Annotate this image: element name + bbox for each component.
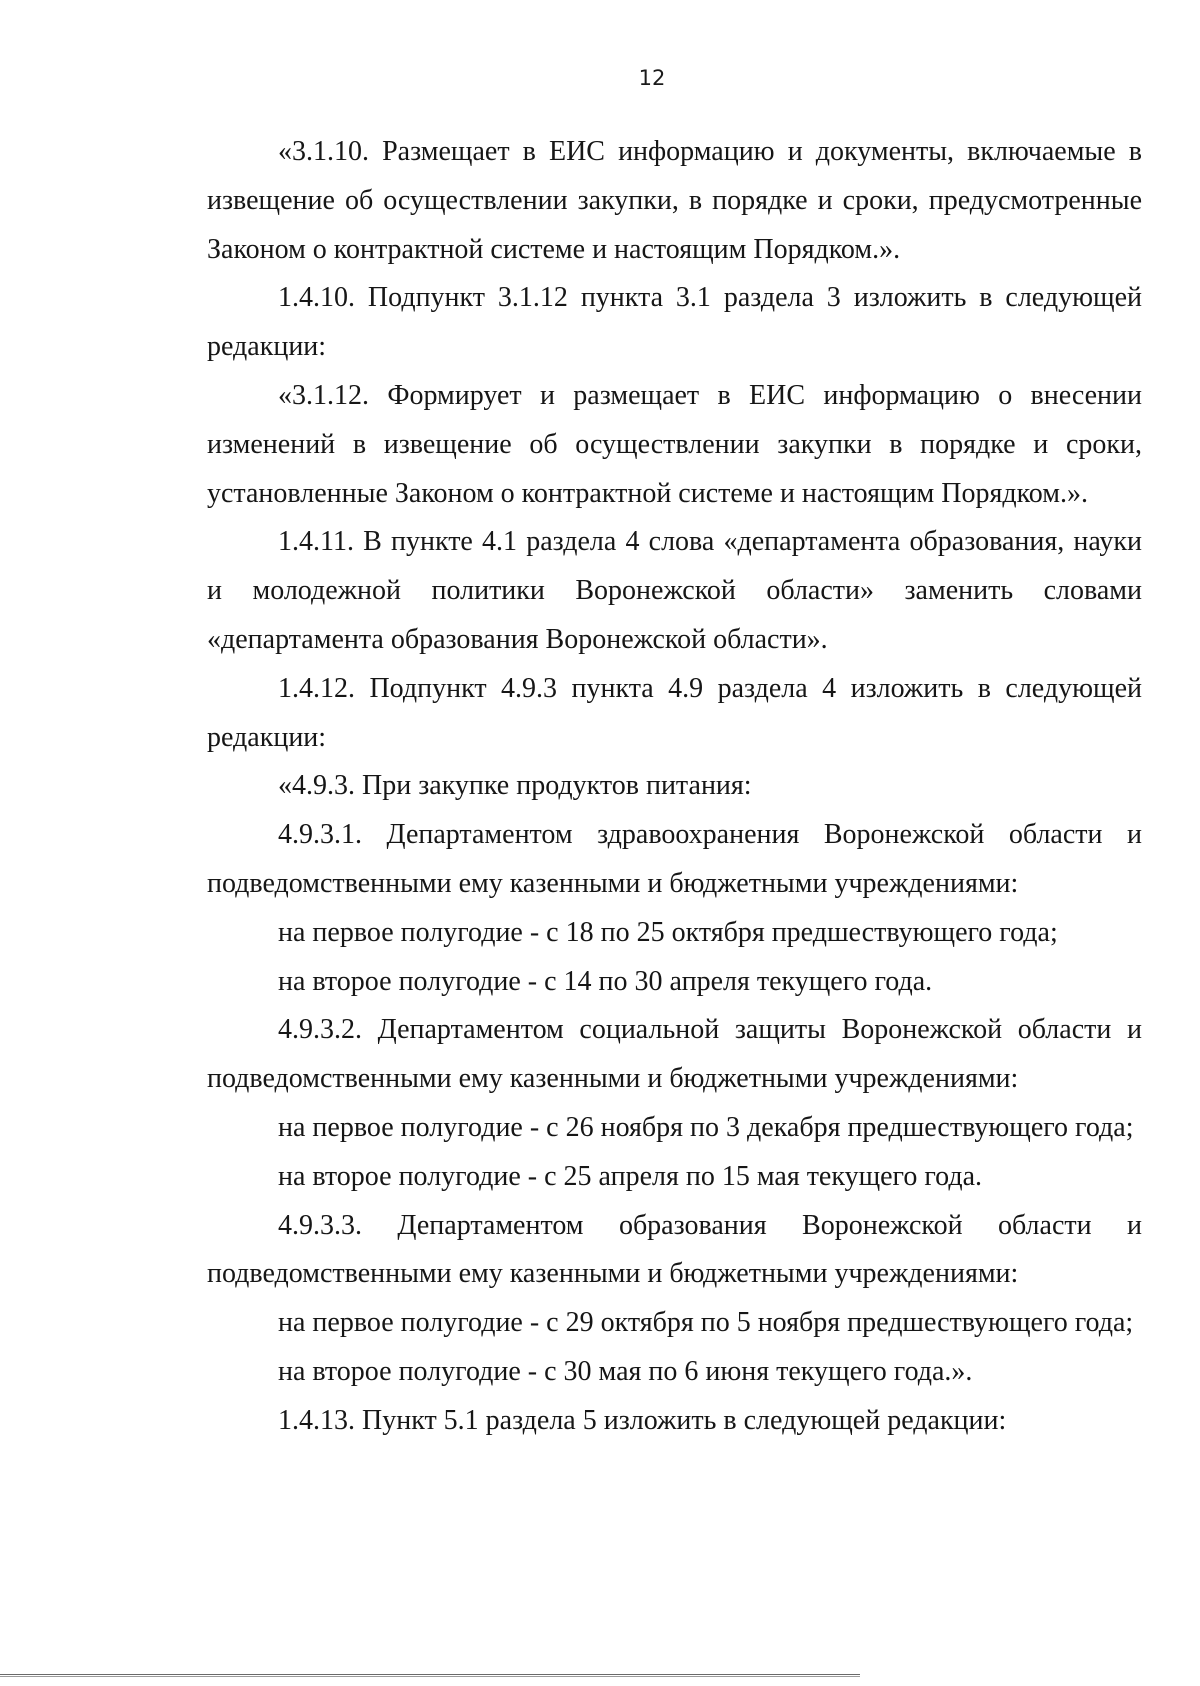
paragraph-4-9-3-3-second-half: на второе полугодие - с 30 мая по 6 июня текущего года.». [278,1355,973,1387]
paragraph-4-9-3-1: 4.9.3.1. Департаментом здравоохранения Воронежской области и подведомственными ему казенными и бюджетными учреждениями: [207,819,1142,899]
paragraph-1-4-13: 1.4.13. Пункт 5.1 раздела 5 изложить в следующей редакции: [278,1404,1007,1436]
scan-edge-line [0,1674,860,1675]
paragraph-4-9-3-1-first-half: на первое полугодие - с 18 по 25 октября предшествующего года; [278,916,1058,948]
document-body [207,128,1142,1446]
paragraph-4-9-3-1-second-half: на второе полугодие - с 14 по 30 апреля текущего года. [278,965,933,997]
paragraph-3-1-10: «3.1.10. Размещает в ЕИС информацию и документы, включаемые в извещение об осуществлении закупки, в порядке и сроки, предусмотренные Законом о контрактной системе и настоящим Порядком.». [207,136,1142,265]
paragraph-1-4-11: 1.4.11. В пункте 4.1 раздела 4 слова «департамента образования, науки и молодежной политики Воронежской области» заменить словами «департамента образования Воронежской области». [207,526,1142,655]
paragraph-4-9-3-2-second-half: на второе полугодие - с 25 апреля по 15 мая текущего года. [278,1160,982,1192]
paragraph-1-4-12: 1.4.12. Подпункт 4.9.3 пункта 4.9 раздела 4 изложить в следующей редакции: [207,672,1142,753]
page-number: 12 [638,66,666,90]
paragraph-4-9-3-2-first-half: на первое полугодие - с 26 ноября по 3 декабря предшествующего года; [278,1111,1134,1143]
paragraph-3-1-12: «3.1.12. Формирует и размещает в ЕИС информацию о внесении изменений в извещение об осуществлении закупки в порядке и сроки, установленные Законом о контрактной системе и настоящим Порядком.». [207,379,1142,509]
paragraph-4-9-3-3-first-half: на первое полугодие - с 29 октября по 5 ноября предшествующего года; [278,1307,1134,1339]
scan-edge-line-secondary [0,1676,860,1677]
paragraph-4-9-3: «4.9.3. При закупке продуктов питания: [278,770,752,802]
paragraph-4-9-3-3: 4.9.3.3. Департаментом образования Воронежской области и подведомственными ему казенными и бюджетными учреждениями: [207,1209,1142,1290]
paragraph-1-4-10: 1.4.10. Подпункт 3.1.12 пункта 3.1 раздела 3 изложить в следующей редакции: [207,282,1142,363]
paragraph-4-9-3-2: 4.9.3.2. Департаментом социальной защиты Воронежской области и подведомственными ему казенными и бюджетными учреждениями: [207,1014,1142,1095]
